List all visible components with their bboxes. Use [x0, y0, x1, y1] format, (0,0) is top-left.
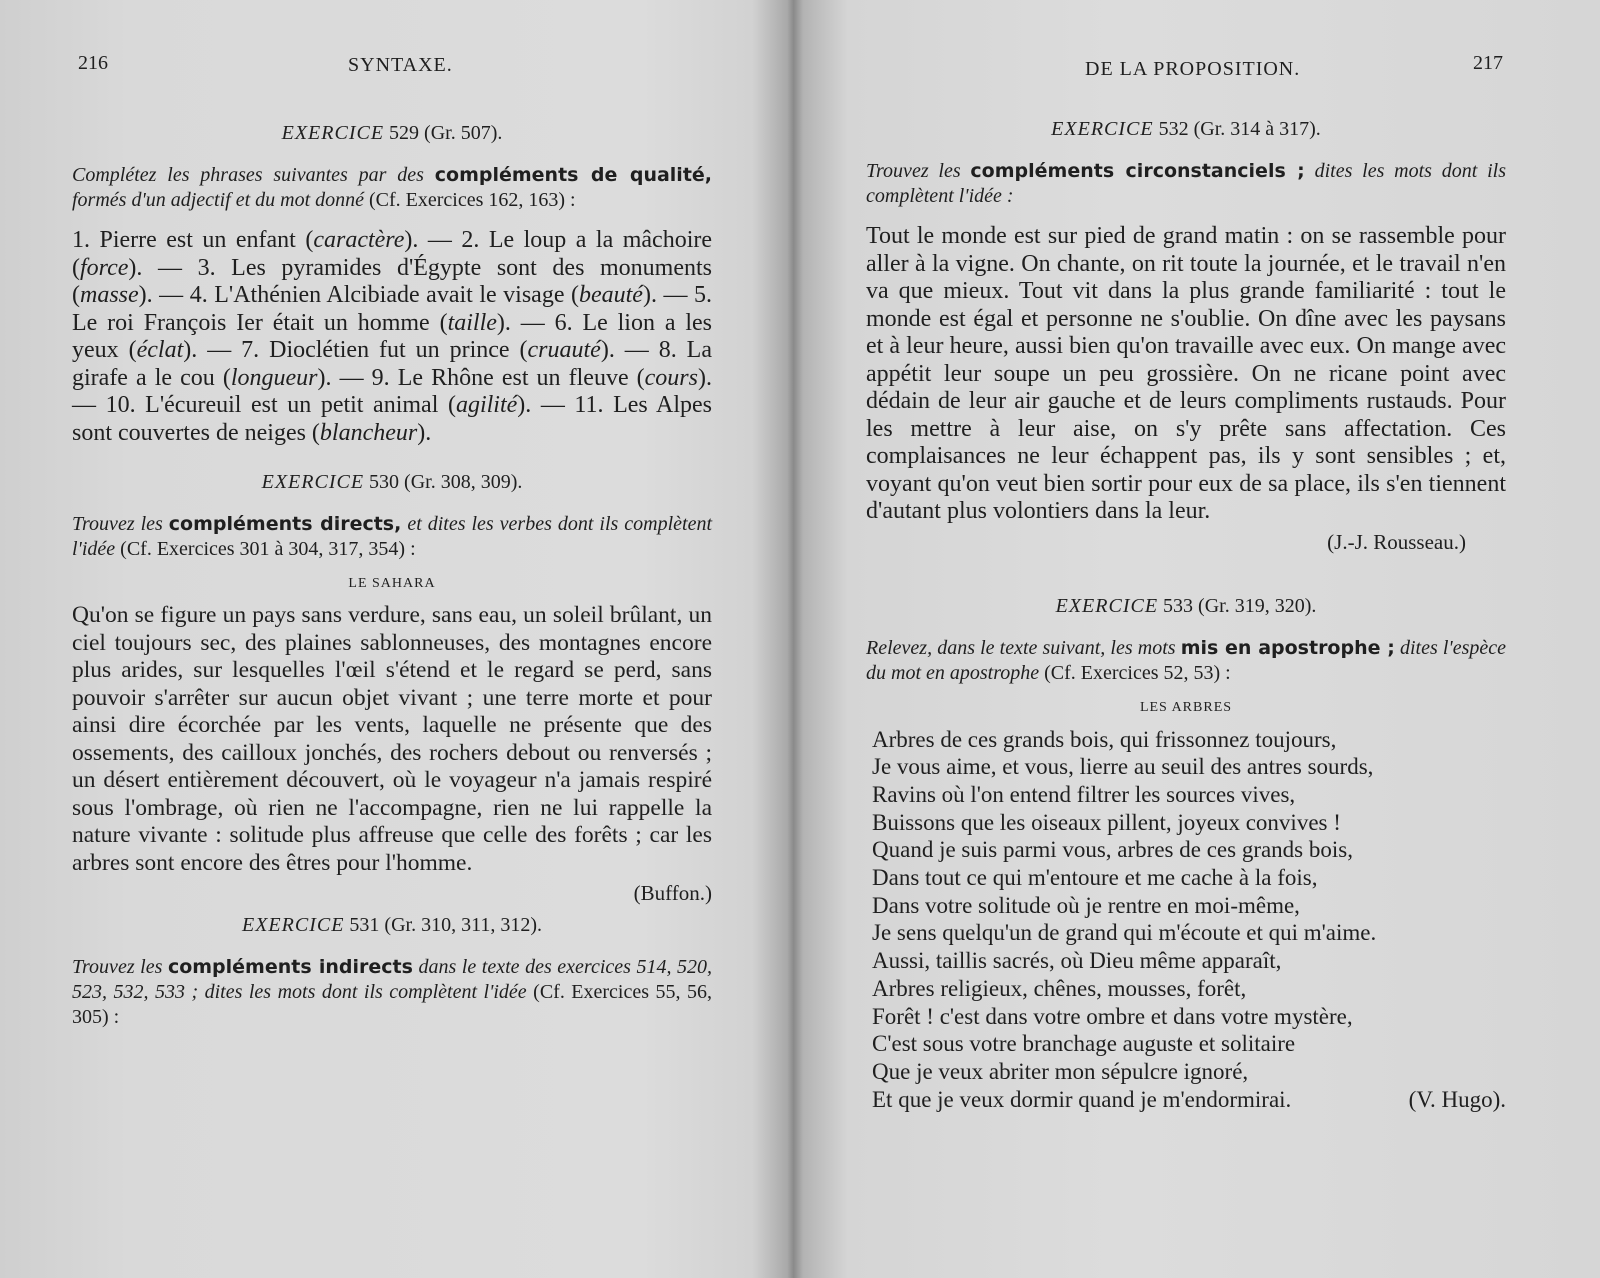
poem-line: Dans tout ce qui m'entoure et me cache à la fois, [872, 865, 1318, 891]
exercise-532-instructions: Trouvez les compléments circonstanciels ; dites les mots dont ils complètent l'idée : [866, 160, 1506, 207]
poem-line: Je sens quelqu'un de grand qui m'écoute et qui m'aime. [872, 920, 1377, 946]
given-word: caractère [313, 227, 405, 253]
running-head: SYNTAXE. [348, 54, 453, 76]
exercise-531-title: EXERCICE 531 (Gr. 310, 311, 312). [241, 914, 542, 936]
exercise-530-author: (Buffon.) [633, 881, 712, 905]
given-word: cruauté [527, 337, 601, 363]
poem-line: Quand je suis parmi vous, arbres de ces grands bois, [872, 837, 1353, 863]
given-word: cours [644, 364, 698, 391]
exercise-532-body: Tout le monde est sur pied de grand matin : on se rassemble pour aller à la vigne. On chante, on rit toute la journée, et le travail n'en va que mieux. Tout vit dans la plus grande familiarité : tout le monde est égal et personne ne s'oublie. On dîne avec les paysans et à leur heure, aussi bien qu'on travaille avec eux. On mange avec appétit leur soupe un peu grossière. On ne ricane point avec dédain de leur air gauche et de leurs compliments rustauds. Pour les mettre à leur aise, on s'y prête sans affectation. Ces complaisances ne leur échappent pas, ils y sont sensibles ; et, voyant qu'on veut bien sortir pour eux de sa place, ils s'en tiennent d'autant plus volontiers dans la leur. [866, 223, 1506, 524]
exercise-530-body: Qu'on se figure un pays sans verdure, sans eau, un soleil brûlant, un ciel toujours sec, des plaines sablonneuses, des montagnes encore plus arides, sur lesquelles l'œil s'étend et le regard se perd, sans pouvoir s'arrêter sur aucun objet vivant ; une terre morte et pour ainsi dire écorchée par les vents, laquelle ne présente que des ossements, des cailloux jonchés, des rochers debout ou renversés ; un désert entièrement découvert, où le voyageur n'a jamais respiré sous l'ombrage, où rien ne l'accompagne, rien ne lui rappelle la nature vivante : solitude plus affreuse que celle des forêts ; car les arbres sont encore des êtres pour l'homme. [72, 602, 712, 876]
given-word: taille [447, 309, 497, 336]
running-head: DE LA PROPOSITION. [1085, 58, 1301, 80]
poem-line: Arbres de ces grands bois, qui frissonnez toujours, [872, 726, 1337, 752]
poem-line: C'est sous votre branchage auguste et solitaire [872, 1031, 1296, 1057]
poem-line: Aussi, taillis sacrés, où Dieu même apparaît, [872, 948, 1282, 974]
poem-line: Buissons que les oiseaux pillent, joyeux convives ! [872, 809, 1341, 835]
exercise-531-instructions: Trouvez les compléments indirects dans le texte des exercices 514, 520, 523, 532, 533 ; dites les mots dont ils complètent l'idée (Cf. Exercices 55, 56, 305) : [72, 956, 713, 1028]
given-word: éclat [136, 337, 184, 363]
given-word: agilité [455, 392, 518, 418]
exercise-530-subtitle: LE SAHARA [348, 576, 436, 591]
poem-line: Ravins où l'on entend filtrer les sources vives, [872, 781, 1296, 807]
exercise-533-title: EXERCICE 533 (Gr. 319, 320). [1055, 594, 1317, 617]
poem-line: Je vous aime, et vous, lierre au seuil des antres sourds, [872, 754, 1374, 780]
poem-line: Dans votre solitude où je rentre en moi-même, [872, 892, 1300, 918]
poem-line: Arbres religieux, chênes, mousses, forêt, [872, 975, 1247, 1001]
exercise-532-title: EXERCICE 532 (Gr. 314 à 317). [1051, 118, 1321, 140]
right-column [866, 118, 1506, 1113]
exercise-532-author: (J.-J. Rousseau.) [1327, 529, 1466, 554]
poem-line: Forêt ! c'est dans votre ombre et dans votre mystère, [872, 1003, 1353, 1029]
exercise-529-body: 1. Pierre est un enfant (caractère). — 2. Le loup a la mâchoire (force). — 3. Les pyramides d'Égypte sont des monuments (masse). — 4. L'Athénien Alcibiade avait le visage (beauté). — 5. Le roi François Ier était un homme (taille). — 6. Le lion a les yeux (éclat). — 7. Dioclétien fut un prince (cruauté). — 8. La girafe a le cou (longueur). — 9. Le Rhône est un fleuve (cours). — 10. L'écureuil est un petit animal (agilité). — 11. Les Alpes sont couvertes de neiges (blancheur). [72, 227, 712, 446]
exercise-533-subtitle: LES ARBRES [1139, 699, 1233, 715]
page-number: 217 [1473, 52, 1503, 74]
left-column [72, 122, 712, 1044]
left-page [0, 0, 790, 1278]
exercise-533-instructions: Relevez, dans le texte suivant, les mots mis en apostrophe ; dites l'espèce du mot en apostrophe (Cf. Exercices 52, 53) : [866, 636, 1506, 684]
exercise-529-title: EXERCICE 529 (Gr. 507). [281, 122, 503, 144]
exercise-529-instructions: Complétez les phrases suivantes par des compléments de qualité, formés d'un adjectif et du mot donné (Cf. Exercices 162, 163) : [72, 164, 713, 211]
exercise-530-title: EXERCICE 530 (Gr. 308, 309). [261, 471, 523, 493]
given-word: beauté [578, 282, 643, 308]
poem-last-line [872, 1086, 1506, 1114]
poem-line: Et que je veux dormir quand je m'endormirai. [872, 1086, 1292, 1112]
given-word: masse [80, 282, 139, 308]
exercise-533-author: (V. Hugo). [1408, 1086, 1506, 1112]
page-number: 216 [78, 52, 108, 74]
right-page [800, 0, 1600, 1278]
exercise-533-poem [866, 726, 1506, 1114]
given-word: blancheur [319, 419, 418, 446]
given-word: force [80, 254, 129, 281]
given-word: longueur [230, 364, 318, 391]
exercise-530-instructions: Trouvez les compléments directs, et dites les verbes dont ils complètent l'idée (Cf. Exercices 301 à 304, 317, 354) : [72, 513, 713, 560]
poem-line: Que je veux abriter mon sépulcre ignoré, [872, 1058, 1249, 1084]
